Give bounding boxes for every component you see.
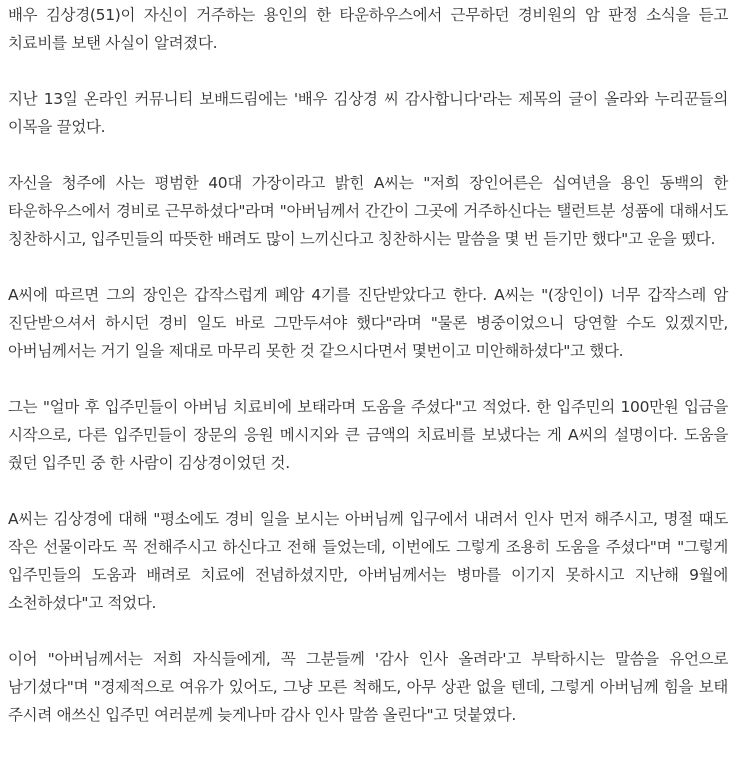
paragraph: 그는 "얼마 후 입주민들이 아버님 치료비에 보태라며 도움을 주셨다"고 적었다. 한 입주민의 100만원 입금을 시작으로, 다른 입주민들이 장문의 응원 메시지와 큰 금액의 치료비를 보냈다는 게 A씨의 설명이다. 도움을 줬던 입주민 중 한 사람이 김상경이었던 것. — [8, 398, 728, 472]
paragraph: A씨는 김상경에 대해 "평소에도 경비 일을 보시는 아버님께 입구에서 내려서 인사 먼저 해주시고, 명절 때도 작은 선물이라도 꼭 전해주시고 하신다고 전해 들었는데, 이번에도 그렇게 조용히 도움을 주셨다"며 "그렇게 입주민들의 도움과 배려로 치료에 전념하셨지만, 아버님께서는 병마를 이기지 못하시고 지난해 9월에 소천하셨다"고 적었다. — [8, 510, 728, 612]
paragraph: 이어 "아버님께서는 저희 자식들에게, 꼭 그분들께 '감사 인사 올려라'고 부탁하시는 말씀을 유언으로 남기셨다"며 "경제적으로 여유가 있어도, 그냥 모른 척해도, 아무 상관 없을 텐데, 그렇게 아버님께 힘을 보태 주시려 애쓰신 입주민 여러분께 늦게나마 감사 인사 말씀 올린다"고 덧붙였다. — [8, 650, 728, 724]
paragraph: 자신을 청주에 사는 평범한 40대 가장이라고 밝힌 A씨는 "저희 장인어른은 십여년을 용인 동백의 한 타운하우스에서 경비로 근무하셨다"라며 "아버님께서 간간이 그곳에 거주하신다는 탤런트분 성품에 대해서도 칭찬하시고, 입주민들의 따뜻한 배려도 많이 느끼신다고 칭찬하시는 말씀을 몇 번 듣기만 했다"고 운을 뗐다. — [8, 174, 728, 248]
paragraph: 배우 김상경(51)이 자신이 거주하는 용인의 한 타운하우스에서 근무하던 경비원의 암 판정 소식을 듣고 치료비를 보탠 사실이 알려졌다. — [8, 6, 728, 52]
paragraph: A씨에 따르면 그의 장인은 갑작스럽게 폐암 4기를 진단받았다고 한다. A씨는 "(장인이) 너무 갑작스레 암 진단받으셔서 하시던 경비 일도 바로 그만두셔야 했다"라며 "물론 병중이었으니 당연할 수도 있겠지만, 아버님께서는 거기 일을 제대로 마무리 못한 것 같으시다면서 몇번이고 미안해하셨다"고 했다. — [8, 286, 728, 360]
paragraph: 지난 13일 온라인 커뮤니티 보배드림에는 '배우 김상경 씨 감사합니다'라는 제목의 글이 올라와 누리꾼들의 이목을 끌었다. — [8, 90, 728, 136]
